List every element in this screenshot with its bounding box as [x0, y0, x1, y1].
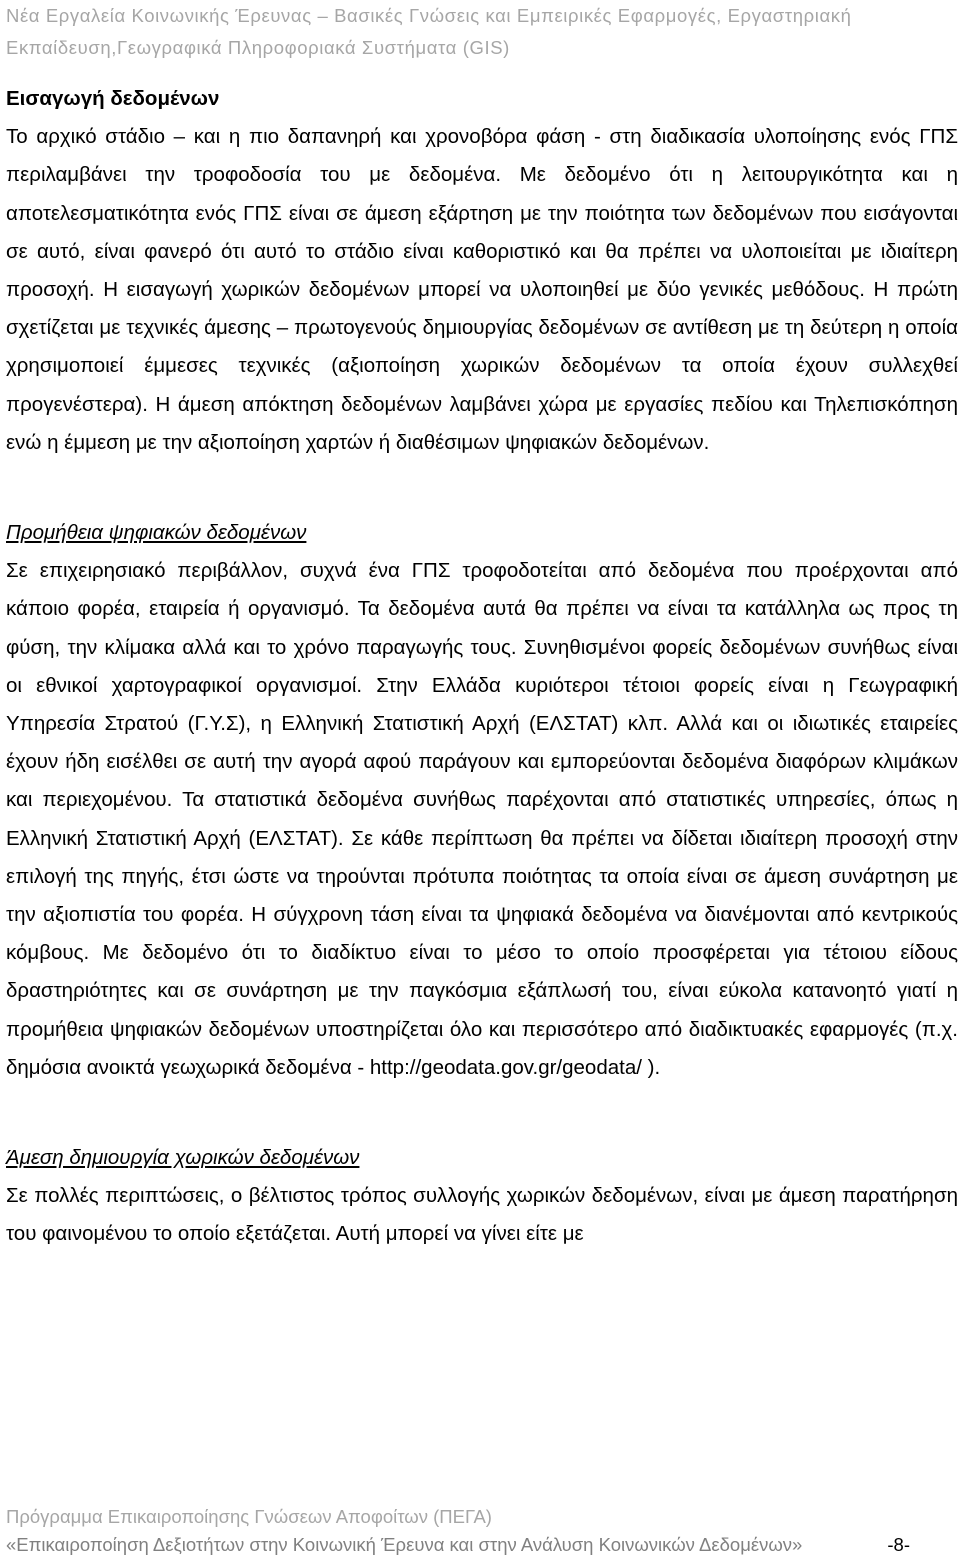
paragraph-data-input: Το αρχικό στάδιο – και η πιο δαπανηρή και χρονοβόρα φάση - στη διαδικασία υλοποίησης ενός ΓΠΣ περιλαμβάνει την τροφοδοσία του με δεδομένα. Με δεδομένο ότι η λειτουργικότητα και η αποτελεσματικότητα ενός ΓΠΣ είναι σε άμεση εξάρτηση με την ποιότητα των δεδομένων που εισάγονται σε αυτό, είναι φανερό ότι αυτό το στάδιο είναι καθοριστικό και θα πρέπει να υλοποιείται με ιδιαίτερη προσοχή. Η εισαγωγή χωρικών δεδομένων μπορεί να υλοποιηθεί με δύο γενικές μεθόδους. Η πρώτη σχετίζεται με τεχνικές άμεσης – πρωτογενούς δημιουργίας δεδομένων σε αντίθεση με τη δεύτερη η οποία χρησιμοποιεί έμμεσες τεχνικές (αξιοποίηση χωρικών δεδομένων τα οποία έχουν συλλεχθεί προγενέστερα). Η άμεση απόκτηση δεδομένων λαμβάνει χώρα με εργασίες πεδίου και Τηλεπισκόπηση ενώ η έμμεση με την αξιοποίηση χαρτών ή διαθέσιμων ψηφιακών δεδομένων.	[6, 125, 958, 454]
section-heading-direct-spatial-data-creation: Άμεση δημιουργία χωρικών δεδομένων	[6, 1146, 360, 1170]
page-number: -8-	[887, 1534, 910, 1555]
section-heading-data-input: Εισαγωγή δεδομένων	[6, 87, 220, 110]
footer-program-name: Πρόγραμμα Επικαιροποίησης Γνώσεων Αποφοίτων (ΠΕΓΑ)	[6, 1506, 492, 1527]
document-body	[6, 80, 958, 1254]
paragraph-direct-spatial-data-creation: Σε πολλές περιπτώσεις, ο βέλτιστος τρόπος συλλογής χωρικών δεδομένων, είναι με άμεση παρατήρηση του φαινομένου το οποίο εξετάζεται. Αυτή μπορεί να γίνει είτε με	[6, 1184, 958, 1246]
page-footer	[6, 1503, 956, 1559]
paragraph-digital-data-procurement: Σε επιχειρησιακό περιβάλλον, συχνά ένα ΓΠΣ τροφοδοτείται από δεδομένα που προέρχονται από κάποιο φορέα, εταιρεία ή οργανισμό. Τα δεδομένα αυτά θα πρέπει να είναι τα κατάλληλα ως προς τη φύση, την κλίμακα αλλά και το χρόνο παραγωγής τους. Συνηθισμένοι φορείς δεδομένων συνήθως είναι οι εθνικοί χαρτογραφικοί οργανισμοί. Στην Ελλάδα κυριότεροι τέτοιοι φορείς είναι η Γεωγραφική Υπηρεσία Στρατού (Γ.Υ.Σ), η Ελληνική Στατιστική Αρχή (ΕΛΣΤΑΤ) κλπ. Αλλά και οι ιδιωτικές εταιρείες έχουν ήδη εισέλθει σε αυτή την αγορά αφού παράγουν και εμπορεύονται δεδομένα διαφόρων κλιμάκων και περιεχομένου. Τα στατιστικά δεδομένα συνήθως παρέχονται από στατιστικές υπηρεσίες, όπως η Ελληνική Στατιστική Αρχή (ΕΛΣΤΑΤ). Σε κάθε περίπτωση θα πρέπει να δίδεται ιδιαίτερη προσοχή στην επιλογή της πηγής, έτσι ώστε να τηρούνται πρότυπα ποιότητας τα οποία είναι σε άμεση συνάρτηση με την αξιοπιστία του φορέα. Η σύγχρονη τάση είναι τα ψηφιακά δεδομένα να διανέμονται από κεντρικούς κόμβους. Με δεδομένο ότι το διαδίκτυο είναι το μέσο το οποίο προσφέρεται για τέτοιου είδους δραστηριότητες και σε συνάρτηση με την παγκόσμια εξάπλωσή του, είναι εύκολα κατανοητό γιατί η προμήθεια ψηφιακών δεδομένων υποστηρίζεται όλο και περισσότερο από διαδικτυακές εφαρμογές (π.χ. δημόσια ανοικτά γεωχωρικά δεδομένα - http://geodata.gov.gr/geodata/ ).	[6, 559, 958, 1079]
footer-project-title: «Επικαιροποίηση Δεξιοτήτων στην Κοινωνική Έρευνα και στην Ανάλυση Κοινωνικών Δεδομένων»	[6, 1534, 803, 1555]
page-header	[6, 0, 956, 64]
header-line-2: Εκπαίδευση,Γεωγραφικά Πληροφοριακά Συστήματα (GIS)	[6, 37, 510, 58]
section-heading-digital-data-procurement: Προμήθεια ψηφιακών δεδομένων	[6, 521, 307, 545]
header-line-1: Νέα Εργαλεία Κοινωνικής Έρευνας – Βασικές Γνώσεις και Εμπειρικές Εφαρμογές, Εργαστηριακή	[6, 5, 852, 26]
